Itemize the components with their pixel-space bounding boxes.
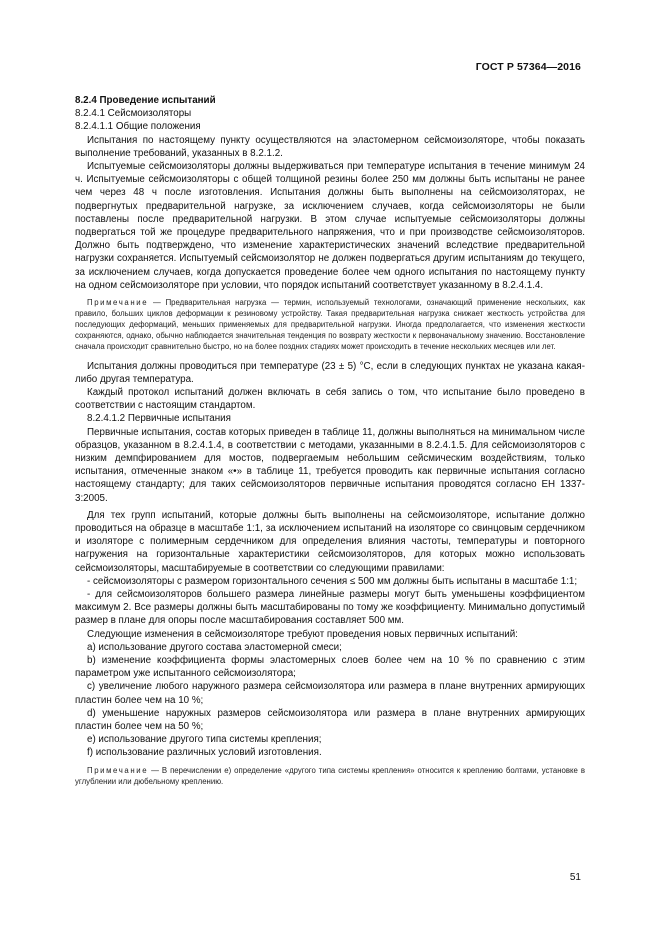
subsection-title: 8.2.4.1 Сейсмоизоляторы [75,108,192,120]
standard-number: ГОСТ Р 57364—2016 [475,61,581,73]
paragraph: Испытания по настоящему пункту осуществляются на эластомерном сейсмоизоляторе, чтобы показать выполнение требований, указанных в 8.2.1.2. [75,134,585,159]
list-item: d) уменьшение наружных размеров сейсмоизолятора или размера в плане внутренних армирующих пластин более чем на 50 %; [75,707,585,733]
note [75,298,585,353]
paragraph: Каждый протокол испытаний должен включать в себя запись о том, что испытание было проведено в соответствии с настоящим стандартом. [75,386,585,412]
note-label: Примечание [87,298,149,308]
paragraph: Испытания должны проводиться при температуре (23 ± 5) °С, если в следующих пунктах не указана какая-либо другая температура. [75,360,585,385]
subsection-title: 8.2.4.1.1 Общие положения [75,121,201,133]
note [75,766,585,788]
page-content [75,94,585,794]
note-label: Примечание [87,765,149,775]
list-item: c) увеличение любого наружного размера сейсмоизолятора или размера в плане внутренних армирующих пластин более чем на 10 %; [75,681,585,706]
subsection-title: 8.2.4.1.2 Первичные испытания [87,413,231,425]
list-item: а) использование другого состава эластомерной смеси; [87,641,342,653]
page-number: 51 [569,872,581,883]
list-item: b) изменение коэффициента формы эластомерных слоев более чем на 10 % по сравнению с этим параметром уже испытанного сейсмоизолятора; [75,655,585,680]
list-item: - для сейсмоизоляторов большего размера линейные размеры могут быть уменьшены коэффициентом максимум 2. Все размеры должны быть масштабированы по тому же коэффициенту. Минимально допустимый размер в плане для опоры после масштабирования составляет 500 мм. [75,589,585,627]
list-item: f) использование различных условий изготовления. [87,747,322,759]
list-item: - сейсмоизоляторы с размером горизонтального сечения ≤ 500 мм должны быть испытаны в масштабе 1:1; [87,575,578,587]
paragraph: Первичные испытания, состав которых приведен в таблице 11, должны выполняться на минимальном числе образцов, указанном в 8.2.4.1.4, в соответствии с методами, указанными в 8.2.4.1.5. Для сейсмоизоляторов с низким демпфированием для мостов, подвергаемым небольшим сейсмическим воздействиям, только испытания, отмеченные знаком «•» в таблице 11, требуется проводить как первичные испытания согласно настоящему стандарту; для таких сейсмоизоляторов первичные испытания проводятся согласно ЕН 1337-3:2005. [75,426,585,504]
paragraph: Испытуемые сейсмоизоляторы должны выдерживаться при температуре испытания в течение минимум 24 ч. Испытуемые сейсмоизоляторы с общей толщиной резины более 250 мм должны быть испытаны не ранее чем через 48 ч после изготовления. Испытания должны быть выполнены на сейсмоизоляторах, не подвергнутых предварительной нагрузке, за исключением случаев, когда сейсмоизоляторы не были поставлены после предварительной нагрузки. В этом случае испытуемые сейсмоизоляторы должны подвергаться той же процедуре предварительного напряжения, что и при производстве сейсмоизоляторов. Должно быть подтверждено, что изменение характеристических значений вследствие предварительной нагрузки сохраняется. Испытуемый сейсмоизолятор не должен подвергаться другим испытаниям до текущего, за исключением случаев, когда допускается проведение более чем одного испытания по настоящему пункту на одном сейсмоизоляторе при условии, что порядок испытаний соответствует указанному в 8.2.4.1.4. [75,161,585,291]
section-heading: 8.2.4 Проведение испытаний [75,95,216,106]
paragraph: Следующие изменения в сейсмоизоляторе требуют проведения новых первичных испытаний: [87,628,518,640]
paragraph: Для тех групп испытаний, которые должны быть выполнены на сейсмоизоляторе, испытание должно проводиться на образце в масштабе 1:1, за исключением испытаний на изоляторе со свинцовым сердечником и изоляторе с полимерным сердечником для определения влияния частоты, температуры и повторного нагружения на горизонтальные характеристики сейсмоизоляторов, для которых можно использовать сейсмоизоляторы, масштабируемые в соответствии со следующими правилами: [75,509,585,574]
note-text: — Предварительная нагрузка — термин, используемый технологами, означающий применение нескольких, как правило, больших циклов деформации к резиновому устройству. Такая предварительная нагрузка снижает жесткость устройства для последующих деформаций, меньших применяемых для предварительной нагрузки. Иногда предполагается, что изменения жесткости сохраняются, однако, обычно наблюдается значительная тенденция по возврату жесткости к первоначальному значению. Восстановление сначала происходит сравнительно быстро, но на более поздних стадиях может происходить в течение нескольких месяцев или лет. [75,298,585,351]
note-text: — В перечислении e) определение «другого типа системы крепления» относится к креплению болтами, установке в углублении или дюбельному креплению. [75,765,585,786]
list-item: e) использование другого типа системы крепления; [87,734,322,746]
